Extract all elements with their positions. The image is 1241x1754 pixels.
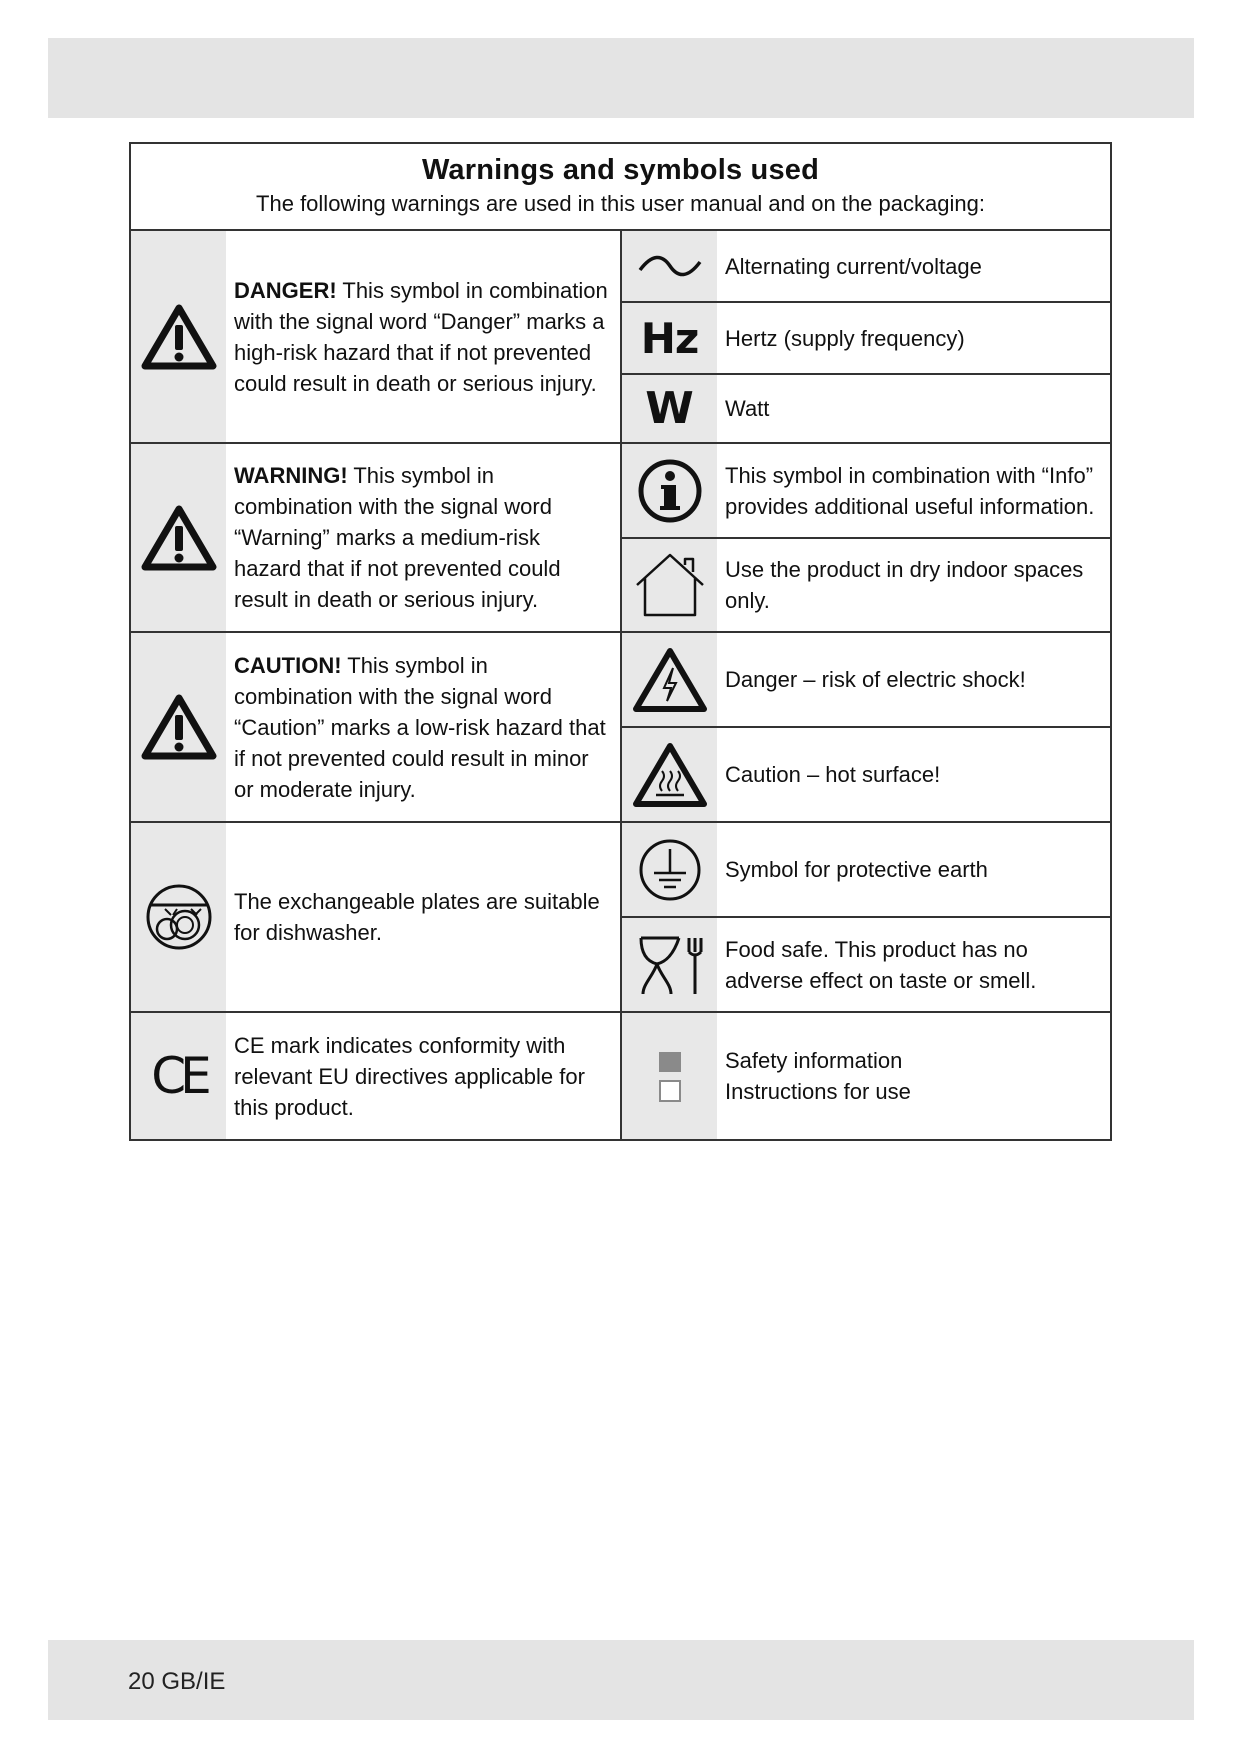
ce-mark-icon <box>131 1013 226 1139</box>
warning-triangle-icon <box>131 444 226 631</box>
instructions-text: Instructions for use <box>725 1079 911 1104</box>
right-column <box>622 231 1110 1139</box>
warning-description: This symbol in combination with the signal word “Warning” marks a medium-risk hazard that if not prevented could result in death or serious injury. <box>234 463 561 612</box>
hot-surface-icon <box>622 728 717 821</box>
house-icon <box>622 539 717 631</box>
ce-row <box>131 1013 620 1139</box>
dishwasher-icon <box>131 823 226 1011</box>
page-title: Warnings and symbols used <box>421 154 820 186</box>
safety-info-text: Safety information <box>725 1048 903 1073</box>
info-icon <box>622 444 717 537</box>
alternating-current-icon <box>622 231 717 301</box>
electric-shock-icon <box>622 633 717 726</box>
page-subtitle: The following warnings are used in this user manual and on the packaging: <box>256 191 985 216</box>
signal-word: WARNING! <box>234 463 348 488</box>
safety-row <box>622 1013 1110 1139</box>
page-number: 20 GB/IE <box>128 1668 226 1695</box>
dishwasher-description: The exchangeable plates are suitable for dishwasher. <box>234 889 600 945</box>
watt-symbol: W <box>645 383 694 434</box>
watt-description: Watt <box>725 396 770 421</box>
hot-surface-row <box>622 728 1110 823</box>
info-row <box>622 444 1110 539</box>
warning-triangle-icon <box>131 633 226 821</box>
hertz-row <box>622 303 1110 375</box>
signal-word: DANGER! <box>234 277 337 303</box>
warning-row <box>131 444 620 633</box>
table-header <box>131 144 1110 231</box>
safety-squares-icon <box>622 1013 717 1139</box>
danger-row <box>131 231 620 444</box>
hertz-icon <box>622 303 717 373</box>
protective-earth-icon <box>622 823 717 916</box>
ac-row <box>622 231 1110 303</box>
hertz-description: Hertz (supply frequency) <box>725 325 965 351</box>
danger-description: This symbol in combination with the signal word “Danger” marks a high-risk hazard that if not prevented could result in death or serious injury. <box>234 277 608 396</box>
info-description: This symbol in combination with “Info” provides additional useful information. <box>725 462 1095 519</box>
earth-row <box>622 823 1110 918</box>
watt-icon <box>622 375 717 442</box>
food-safe-description: Food safe. This product has no adverse effect on taste or smell. <box>725 936 1037 993</box>
warning-triangle-icon <box>131 231 226 442</box>
hot-surface-description: Caution – hot surface! <box>725 762 941 787</box>
shock-row <box>622 633 1110 728</box>
caution-row <box>131 633 620 823</box>
caution-description: This symbol in combination with the signal word “Caution” marks a low-risk hazard that if not prevented could result in minor or moderate injury. <box>234 652 606 802</box>
ce-description: CE mark indicates conformity with relevant EU directives applicable for this product. <box>234 1032 585 1120</box>
left-column <box>131 231 622 1139</box>
indoor-row <box>622 539 1110 633</box>
earth-description: Symbol for protective earth <box>725 857 988 882</box>
signal-word: CAUTION! <box>234 652 342 678</box>
dishwasher-row <box>131 823 620 1013</box>
watt-row <box>622 375 1110 444</box>
ce-symbol: CE <box>151 1047 206 1105</box>
shock-description: Danger – risk of electric shock! <box>725 667 1026 692</box>
ac-description: Alternating current/voltage <box>725 253 982 279</box>
hertz-symbol: Hz <box>640 313 699 363</box>
warnings-table <box>129 142 1112 1141</box>
food-safe-icon <box>622 918 717 1011</box>
indoor-description: Use the product in dry indoor spaces only. <box>725 557 1084 613</box>
food-safe-row <box>622 918 1110 1013</box>
header-band <box>48 38 1194 118</box>
